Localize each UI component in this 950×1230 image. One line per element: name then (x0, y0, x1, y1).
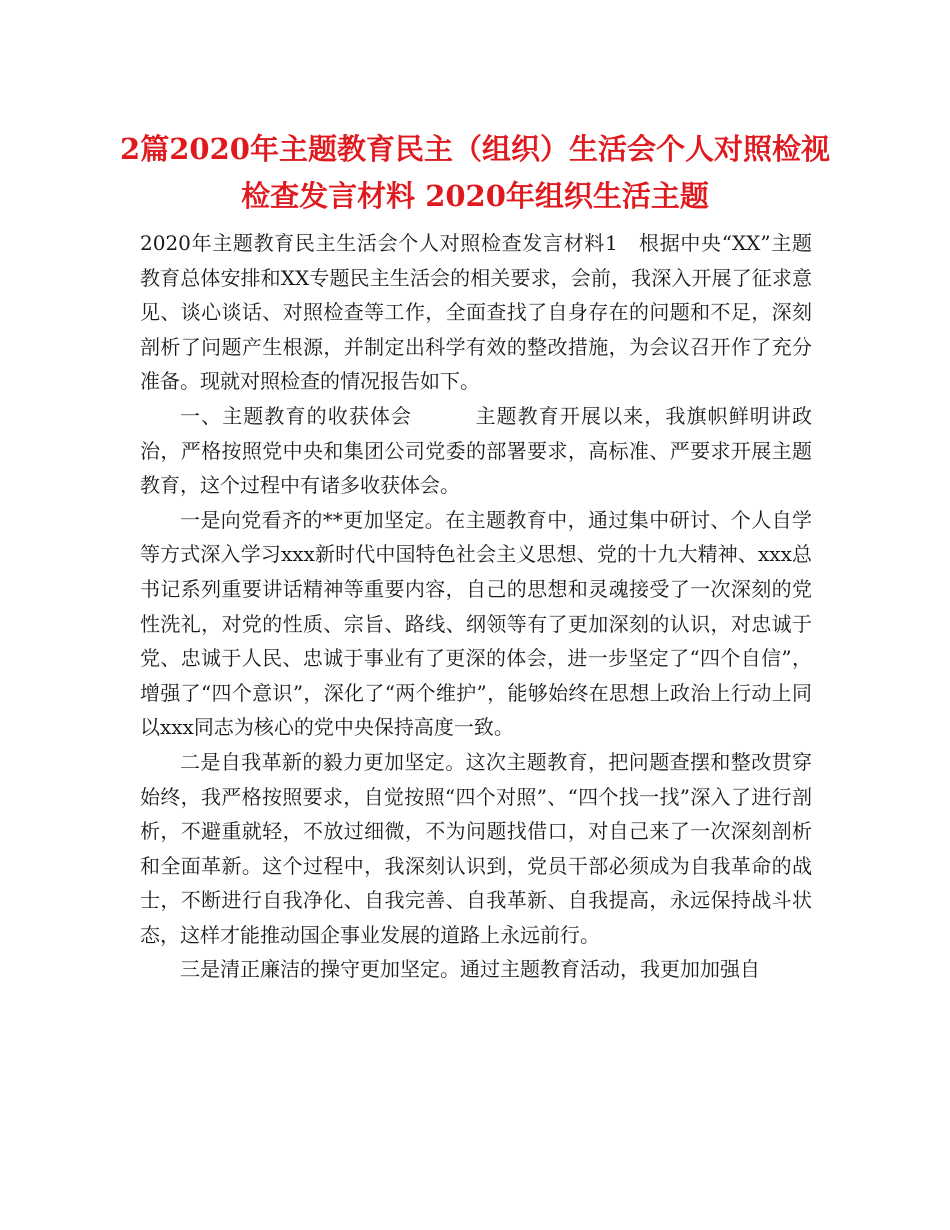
paragraph-point-three: 三是清正廉洁的操守更加坚定。通过主题教育活动，我更加加强自 (180, 957, 760, 982)
document-title: 2篇2020年主题教育民主（组织）生活会个人对照检视检查发言材料 2020年组织生活主题 (120, 132, 830, 213)
document-body (140, 226, 812, 987)
paragraph-section-one: 一、主题教育的收获体会 主题教育开展以来，我旗帜鲜明讲政治，严格按照党中央和集团公司党委的部署要求，高标准、严要求开展主题教育，这个过程中有诸多收获体会。 (140, 403, 812, 498)
paragraph-point-one: 一是向党看齐的**更加坚定。在主题教育中，通过集中研讨、个人自学等方式深入学习xxx新时代中国特色社会主义思想、党的十九大精神、xxx总书记系列重要讲话精神等重要内容，自己的思想和灵魂接受了一次深刻的党性洗礼，对党的性质、宗旨、路线、纲领等有了更加深刻的认识，对忠诚于党、忠诚于人民、忠诚于事业有了更深的体会，进一步坚定了“四个自信”，增强了“四个意识”，深化了“两个维护”，能够始终在思想上政治上行动上同以xxx同志为核心的党中央保持高度一致。 (140, 507, 812, 740)
paragraph-point-two: 二是自我革新的毅力更加坚定。这次主题教育，把问题查摆和整改贯穿始终，我严格按照要求，自觉按照“四个对照”、“四个找一找”深入了进行剖析，不避重就轻，不放过细微，不为问题找借口，对自己来了一次深刻剖析和全面革新。这个过程中，我深刻认识到，党员干部必须成为自我革命的战士，不断进行自我净化、自我完善、自我革新、自我提高，永远保持战斗状态，这样才能推动国企事业发展的道路上永远前行。 (140, 749, 812, 947)
paragraph-intro: 2020年主题教育民主生活会个人对照检查发言材料1 根据中央“XX”主题教育总体安排和XX专题民主生活会的相关要求，会前，我深入开展了征求意见、谈心谈话、对照检查等工作，全面查找了自身存在的问题和不足，深刻剖析了问题产生根源，并制定出科学有效的整改措施，为会议召开作了充分准备。现就对照检查的情况报告如下。 (140, 231, 812, 394)
